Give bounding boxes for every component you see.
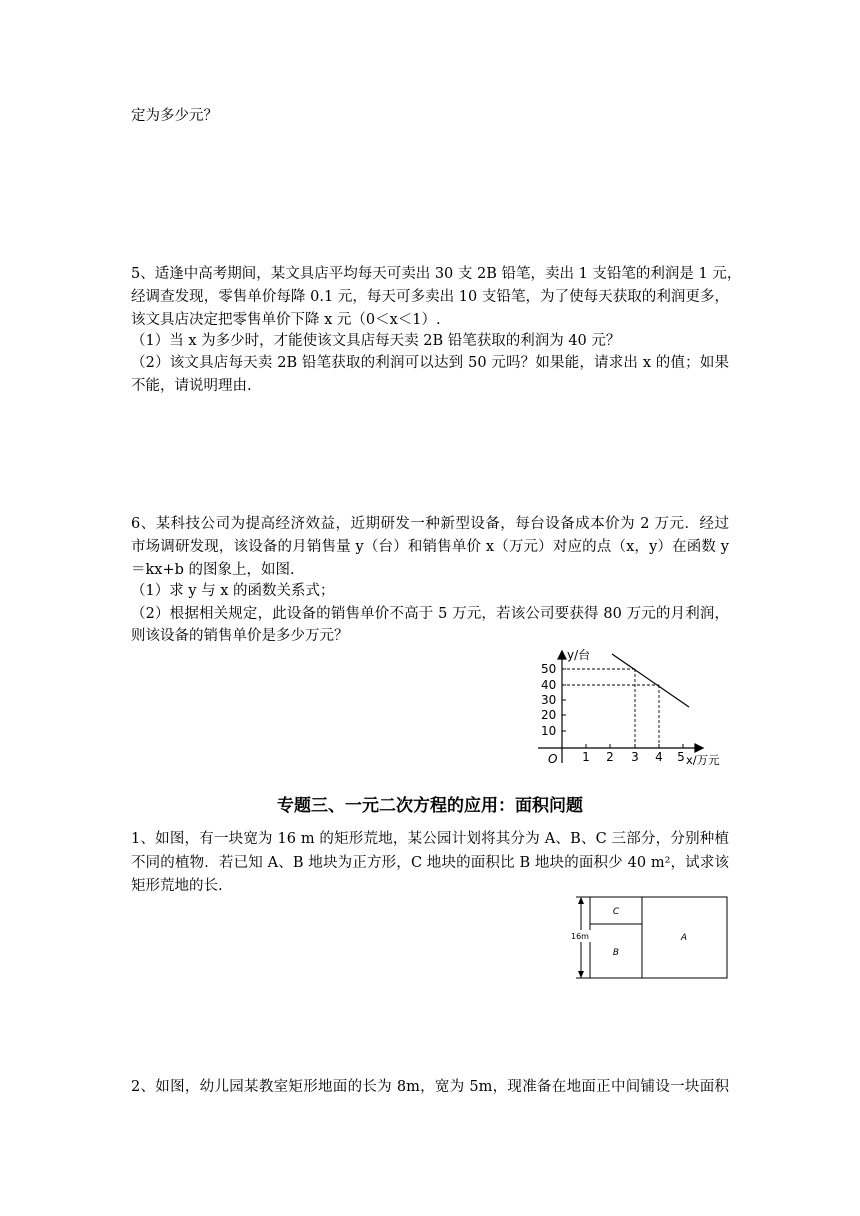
region-b-label: B [612,948,620,958]
origin-label: O [548,752,558,766]
x-tick-label: 5 [677,750,685,764]
problem-6-part-1: （1）求 y 与 x 的函数关系式； [131,583,335,599]
problem-6-line: 市场调研发现，该设备的月销售量 y（台）和销售单价 x（万元）对应的点（x，y）在函数 y [131,539,729,555]
problem-5-part-2: 不能，请说明理由. [131,378,252,394]
x-tick-label: 4 [655,750,663,764]
problem-1-line: 矩形荒地的长. [131,878,223,894]
y-tick-label: 50 [541,662,557,676]
x-tick-label: 1 [582,750,590,764]
problem-6-part-2: （2）根据相关规定，此设备的销售单价不高于 5 万元，若该公司要获得 80 万元的月利润， [131,606,729,622]
y-tick-label: 30 [541,693,557,707]
function-line [612,654,689,707]
problem-1-line: 1、如图，有一块宽为 16 m 的矩形荒地，某公园计划将其分为 A、B、C 三部分，分别种植 [131,831,729,847]
problem-2-line: 2、如图，幼儿园某教室矩形地面的长为 8m，宽为 5m，现准备在地面正中间铺设一块面积 [131,1079,729,1095]
problem-6-line: ＝kx+b 的图象上，如图. [131,562,295,578]
width-label: 16m [571,932,589,941]
problem-5-line: 经调查发现，零售单价每降 0.1 元，每天可多卖出 10 支铅笔，为了使每天获取的利润更多， [131,289,729,305]
x-tick-label: 2 [606,750,614,764]
problem-6-part-2: 则该设备的销售单价是多少万元？ [131,628,349,644]
outer-rectangle [590,897,727,978]
y-axis-arrow [558,651,566,659]
y-tick-label: 10 [541,724,557,738]
problem-1-line: 不同的植物．若已知 A、B 地块为正方形，C 地块的面积比 B 地块的面积少 40 m²，试求该 [131,855,729,871]
text-line: 定为多少元？ [131,108,218,124]
x-axis-arrow [695,744,703,752]
function-graph [530,640,730,770]
y-axis-label: y/台 [567,648,591,662]
problem-6-line: 6、某科技公司为提高经济效益，近期研发一种新型设备，每台设备成本价为 2 万元．经过 [131,516,729,532]
problem-5-line: 该文具店决定把零售单价下降 x 元（0＜x＜1）. [131,312,441,328]
region-c-label: C [612,907,620,917]
region-a-label: A [680,933,688,943]
rectangle-figure [560,890,735,985]
y-tick-label: 20 [541,708,557,722]
y-tick-label: 40 [541,678,557,692]
dimension-arrow [578,971,584,978]
problem-5-part-1: （1）当 x 为多少时，才能使该文具店每天卖 2B 铅笔获取的利润为 40 元？ [131,333,621,349]
section-heading: 专题三、一元二次方程的应用：面积问题 [277,796,583,816]
dimension-arrow [578,897,584,904]
x-tick-label: 3 [631,750,639,764]
x-axis-label: x/万元 [686,753,720,767]
problem-5-line: 5、适逢中高考期间，某文具店平均每天可卖出 30 支 2B 铅笔，卖出 1 支铅笔的利润是 1 元， [131,266,742,282]
problem-5-part-2: （2）该文具店每天卖 2B 铅笔获取的利润可以达到 50 元吗？如果能，请求出 x 的值；如果 [131,355,729,371]
